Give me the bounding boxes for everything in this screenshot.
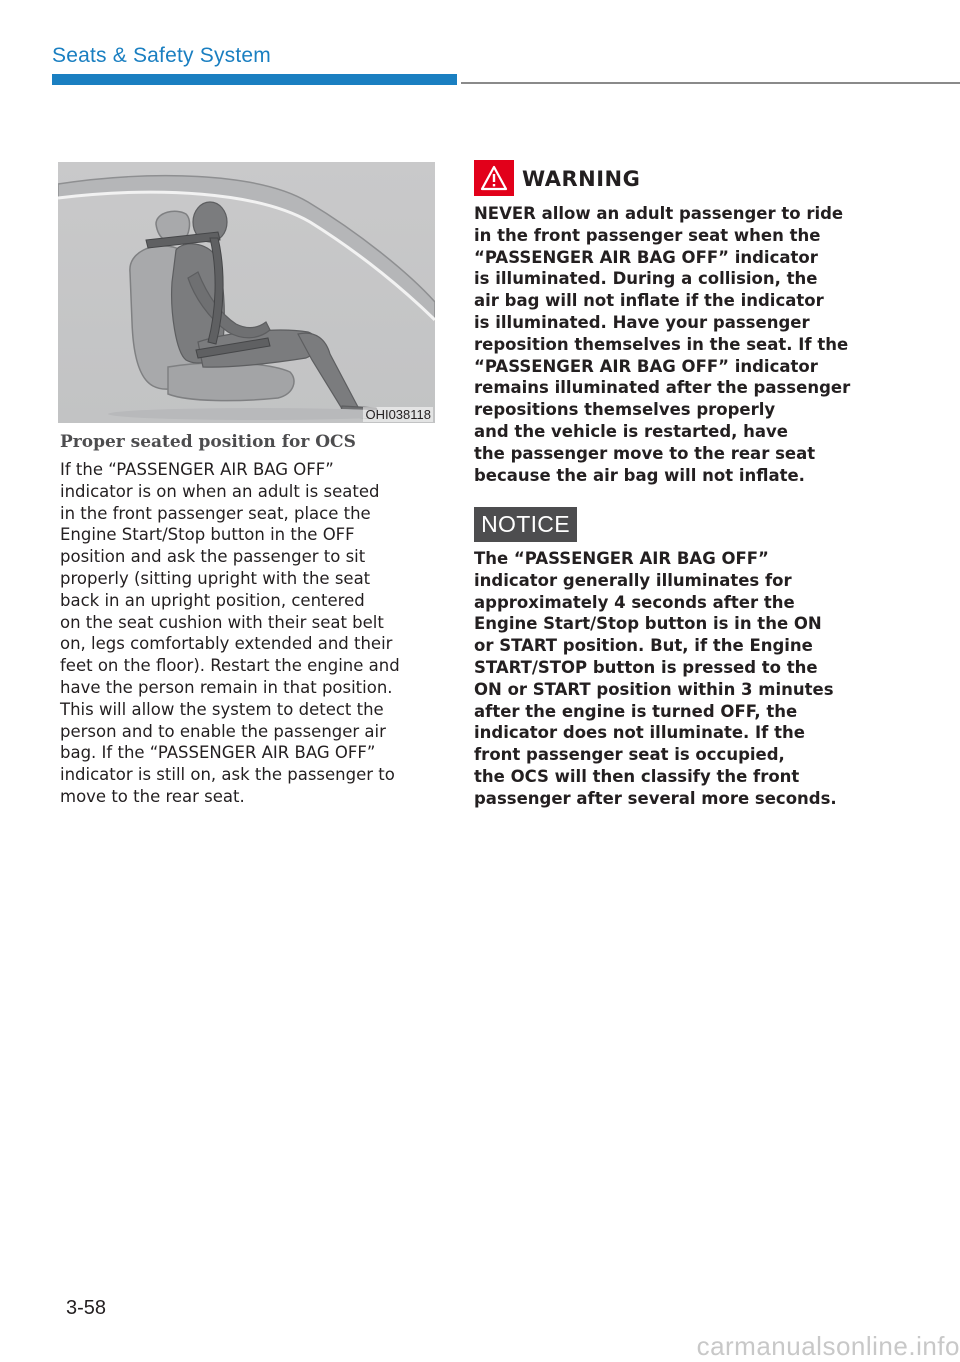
seated-occupant-drawing	[58, 162, 435, 423]
page-number: 3-58	[66, 1297, 107, 1319]
figure-code: OHI038118	[365, 407, 431, 422]
warning-triangle-icon	[480, 165, 508, 191]
warning-badge	[474, 160, 514, 196]
figure-caption: Proper seated position for OCS	[60, 432, 356, 452]
header-bar-rule	[461, 82, 960, 84]
notice-text: The “PASSENGER AIR BAG OFF” indicator generally illuminates for approximately 4 seconds after the Engine Start/Stop button is in the ON or START position. But, if the Engine START/STOP button is pressed to the ON or START position within 3 minutes after the engine is turned OFF, the indicator does not illuminate. If the front passenger seat is occupied, the OCS will then classify the front passenger after several more seconds.	[474, 549, 837, 808]
warning-text: NEVER allow an adult passenger to ride in the front passenger seat when the “PASSENGER AIR BAG OFF” indicator is illuminated. During a collision, the air bag will not inflate if the indicator is illuminated. Have your passenger reposition themselves in the seat. If the “PASSENGER AIR BAG OFF” indicator remains illuminated after the passenger repositions themselves properly and the vehicle is restarted, have the passenger move to the rear seat because the air bag will not inflate.	[474, 204, 851, 485]
body-paragraph: If the “PASSENGER AIR BAG OFF” indicator is on when an adult is seated in the front passenger seat, place the Engine Start/Stop button in the OFF position and ask the passenger to sit properly (sitting upright with the seat back in an upright position, centered on the seat cushion with their seat belt on, legs comfortably extended and their feet on the floor). Restart the engine and have the person remain in that position. This will allow the system to detect the person and to enable the passenger air bag. If the “PASSENGER AIR BAG OFF” indicator is still on, ask the passenger to move to the rear seat.	[60, 460, 400, 806]
watermark: carmanualsonline.info	[696, 1331, 960, 1361]
section-title: Seats & Safety System	[52, 44, 271, 67]
header-bar-accent	[52, 74, 457, 85]
notice-badge: NOTICE	[474, 507, 577, 542]
seated-position-illustration	[58, 162, 435, 423]
warning-title: WARNING	[522, 167, 641, 191]
